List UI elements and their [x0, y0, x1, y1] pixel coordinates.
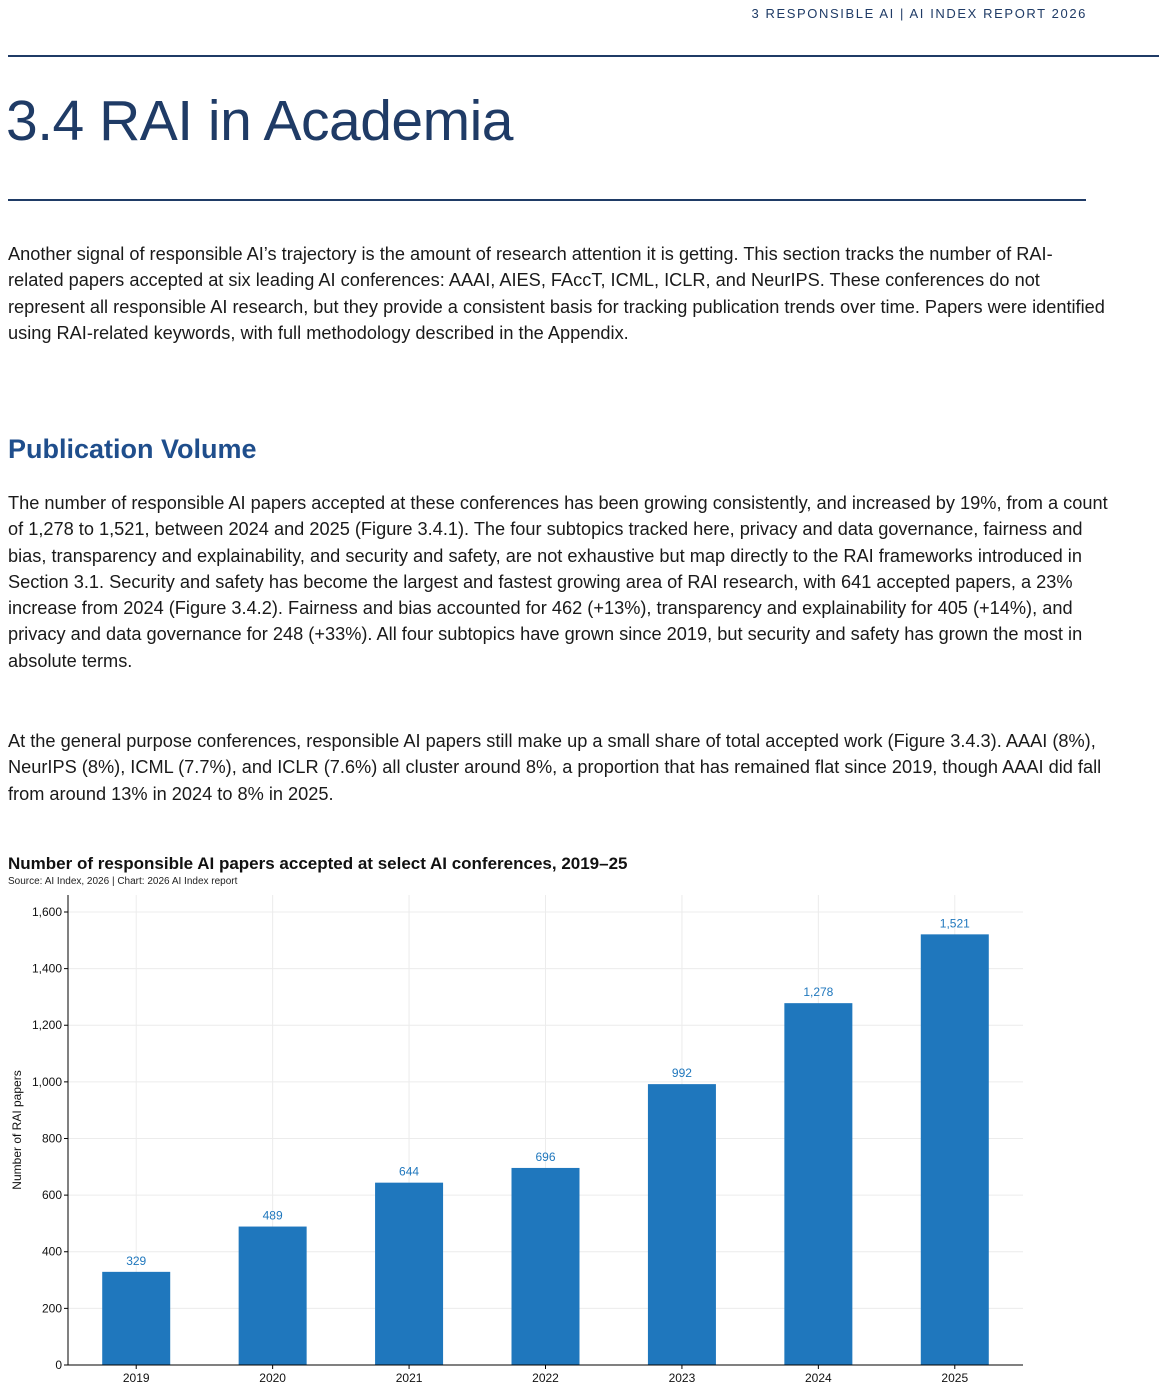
y-axis-label: Number of RAI papers	[10, 1070, 24, 1190]
bar-chart	[0, 890, 1159, 1391]
top-divider	[8, 55, 1159, 57]
running-header: 3 RESPONSIBLE AI | AI INDEX REPORT 2026	[751, 6, 1087, 21]
title-divider	[8, 199, 1086, 201]
bar-value-label: 1,521	[939, 916, 970, 931]
x-tick-label: 2020	[259, 1371, 286, 1385]
bar-2020	[239, 1227, 307, 1365]
bar-2022	[512, 1168, 580, 1365]
y-tick-label: 1,200	[31, 1018, 62, 1033]
y-tick-label: 0	[55, 1358, 62, 1372]
body-paragraph-1: The number of responsible AI papers accepted at these conferences has been growing consistently, and increased by 19%, from a count of 1,278 to 1,521, between 2024 and 2025 (Figure 3.4.1). The four subtopics tracked here, privacy and data governance, fairness and bias, transparency and explainability, and security and safety, are not exhaustive but map directly to the RAI frameworks introduced in Section 3.1. Security and safety has become the largest and fastest growing area of RAI research, with 641 accepted papers, a 23% increase from 2024 (Figure 3.4.2). Fairness and bias accounted for 462 (+13%), transparency and explainability for 405 (+14%), and privacy and data governance for 248 (+33%). All four subtopics have grown since 2019, but security and safety has grown the most in absolute terms.	[8, 493, 1108, 671]
intro-paragraph: Another signal of responsible AI’s trajectory is the amount of research attention it is getting. This section tracks the number of RAI-related papers accepted at six leading AI conferences: AAAI, AIES, FAccT, ICML, ICLR, and NeurIPS. These conferences do not represent all responsible AI research, but they provide a consistent basis for tracking publication trends over time. Papers were identified using RAI-related keywords, with full methodology described in the Appendix.	[8, 244, 1105, 343]
bar-2021	[375, 1183, 443, 1365]
y-tick-label: 200	[41, 1301, 62, 1316]
bar-2025	[921, 934, 989, 1365]
y-tick-label: 1,600	[31, 904, 62, 919]
bar-2023	[648, 1084, 716, 1365]
chart-title: Number of responsible AI papers accepted at select AI conferences, 2019–25	[8, 854, 628, 873]
body-paragraph-2: At the general purpose conferences, responsible AI papers still make up a small share of total accepted work (Figure 3.4.3). AAAI (8%), NeurIPS (8%), ICML (7.7%), and ICLR (7.6%) all cluster around 8%, a proportion that has remained flat since 2019, though AAAI did fall from around 13% in 2024 to 8% in 2025.	[8, 731, 1102, 804]
y-tick-label: 800	[41, 1131, 62, 1146]
bar-2024	[784, 1003, 852, 1365]
chart-source: Source: AI Index, 2026 | Chart: 2026 AI Index report	[8, 876, 238, 887]
x-tick-label: 2023	[668, 1371, 696, 1385]
y-tick-label: 400	[41, 1244, 62, 1259]
x-tick-label: 2024	[805, 1371, 832, 1385]
y-tick-label: 600	[41, 1188, 62, 1203]
bar-2019	[102, 1272, 170, 1365]
section-title: 3.4 RAI in Academia	[6, 89, 513, 153]
bar-value-label: 992	[671, 1066, 692, 1081]
bar-value-label: 329	[126, 1253, 147, 1268]
bar-value-label: 1,278	[803, 985, 834, 1000]
y-tick-label: 1,400	[31, 961, 62, 976]
bar-value-label: 644	[399, 1164, 420, 1179]
y-tick-label: 1,000	[31, 1074, 62, 1089]
subsection-title: Publication Volume	[8, 434, 257, 464]
bar-value-label: 489	[262, 1208, 283, 1223]
x-tick-label: 2025	[941, 1371, 969, 1385]
x-tick-label: 2019	[122, 1371, 150, 1385]
x-tick-label: 2021	[395, 1371, 423, 1385]
bar-value-label: 696	[535, 1149, 556, 1164]
x-tick-label: 2022	[532, 1371, 559, 1385]
